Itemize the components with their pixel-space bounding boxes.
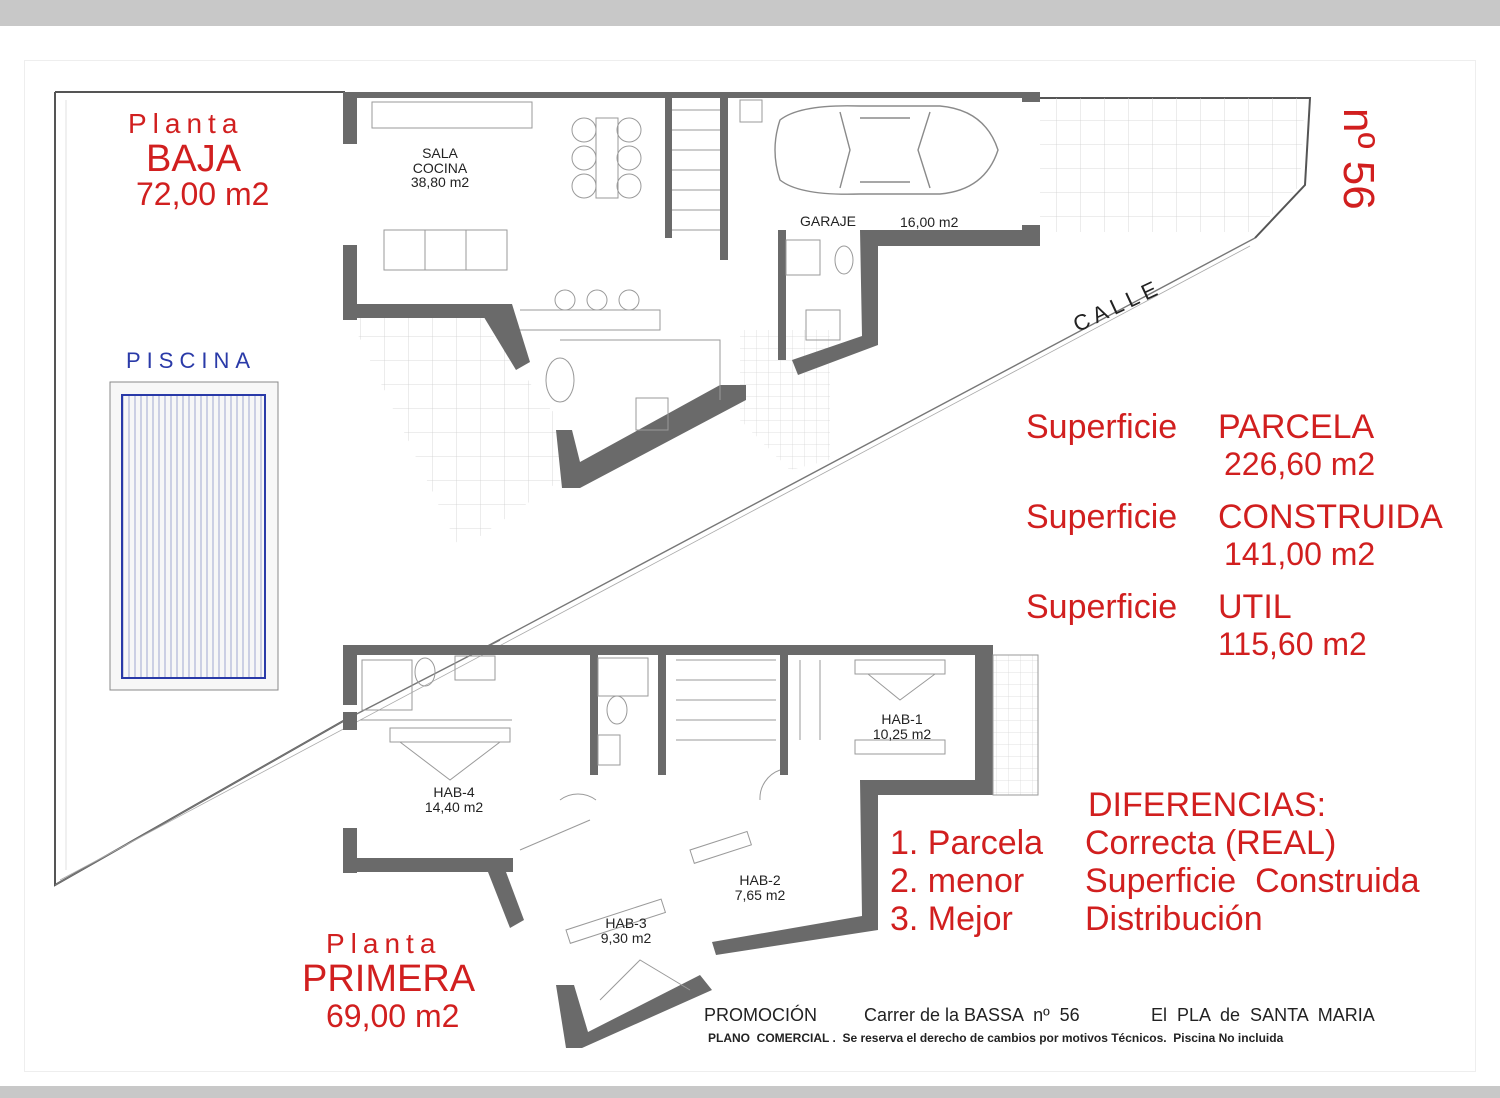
difference-1-b: Correcta (REAL) [1085,824,1337,862]
difference-2-a: 2. menor [890,862,1025,900]
surface-construida-name: CONSTRUIDA [1218,498,1443,536]
footer-promotion: PROMOCIÓN [704,1005,818,1025]
room-hab3-label [586,916,666,945]
footer-address: Carrer de la BASSA nº 56 [864,1005,1080,1025]
first-floor-area: 69,00 m2 [326,998,460,1034]
footer-disclaimer: PLANO COMERCIAL . Se reserva el derecho de cambios por motivos Técnicos. Piscina No incluida [708,1031,1284,1045]
surface-construida-label: Superficie [1026,498,1178,536]
room-sala-label [400,146,480,190]
difference-3-b: Distribución [1085,900,1263,938]
room-hab4-name: HAB-4 [433,784,475,800]
room-hab1-name: HAB-1 [881,711,923,727]
surface-parcela-value: 226,60 m2 [1224,446,1376,482]
first-floor-name: PRIMERA [302,958,476,1000]
difference-3-a: 3. Mejor [890,900,1013,938]
room-hab1-label [862,712,942,741]
first-floor-label: Planta [326,928,442,959]
pool [110,382,278,690]
ground-floor-area: 72,00 m2 [136,176,270,212]
room-hab2-label [720,873,800,902]
surface-util-value: 115,60 m2 [1218,626,1367,662]
plot-number: nº 56 [1334,108,1383,210]
room-garaje-area: 16,00 m2 [900,214,959,230]
room-sala-line2: COCINA [412,159,468,176]
room-hab4-label [414,785,494,814]
surface-parcela-name: PARCELA [1218,408,1375,446]
surface-util-label: Superficie [1026,588,1178,626]
differences-title: DIFERENCIAS: [1088,786,1327,824]
street-label: CALLE [1069,274,1166,337]
room-sala-area: 38,80 m2 [410,174,470,191]
pool-label: PISCINA [126,348,257,373]
difference-1-a: 1. Parcela [890,824,1044,862]
surface-construida-value: 141,00 m2 [1224,536,1376,572]
surface-util-name: UTIL [1218,588,1292,626]
footer-town: El PLA de SANTA MARIA [1151,1005,1375,1025]
ground-floor-name: BAJA [146,138,242,180]
room-sala-line1: SALA [422,145,458,161]
room-hab2-area: 7,65 m2 [734,886,786,903]
bottom-border-bar [0,1086,1500,1098]
surface-parcela-label: Superficie [1026,408,1178,446]
room-hab3-area: 9,30 m2 [600,929,652,946]
room-hab4-area: 14,40 m2 [424,798,484,815]
room-hab1-area: 10,25 m2 [872,725,932,742]
difference-2-b: Superficie Construida [1085,862,1420,900]
room-hab2-name: HAB-2 [739,872,781,888]
room-hab3-name: HAB-3 [605,915,647,931]
ground-floor-label: Planta [128,108,244,139]
room-garaje-label: GARAJE [800,213,857,229]
car-icon [775,106,998,194]
